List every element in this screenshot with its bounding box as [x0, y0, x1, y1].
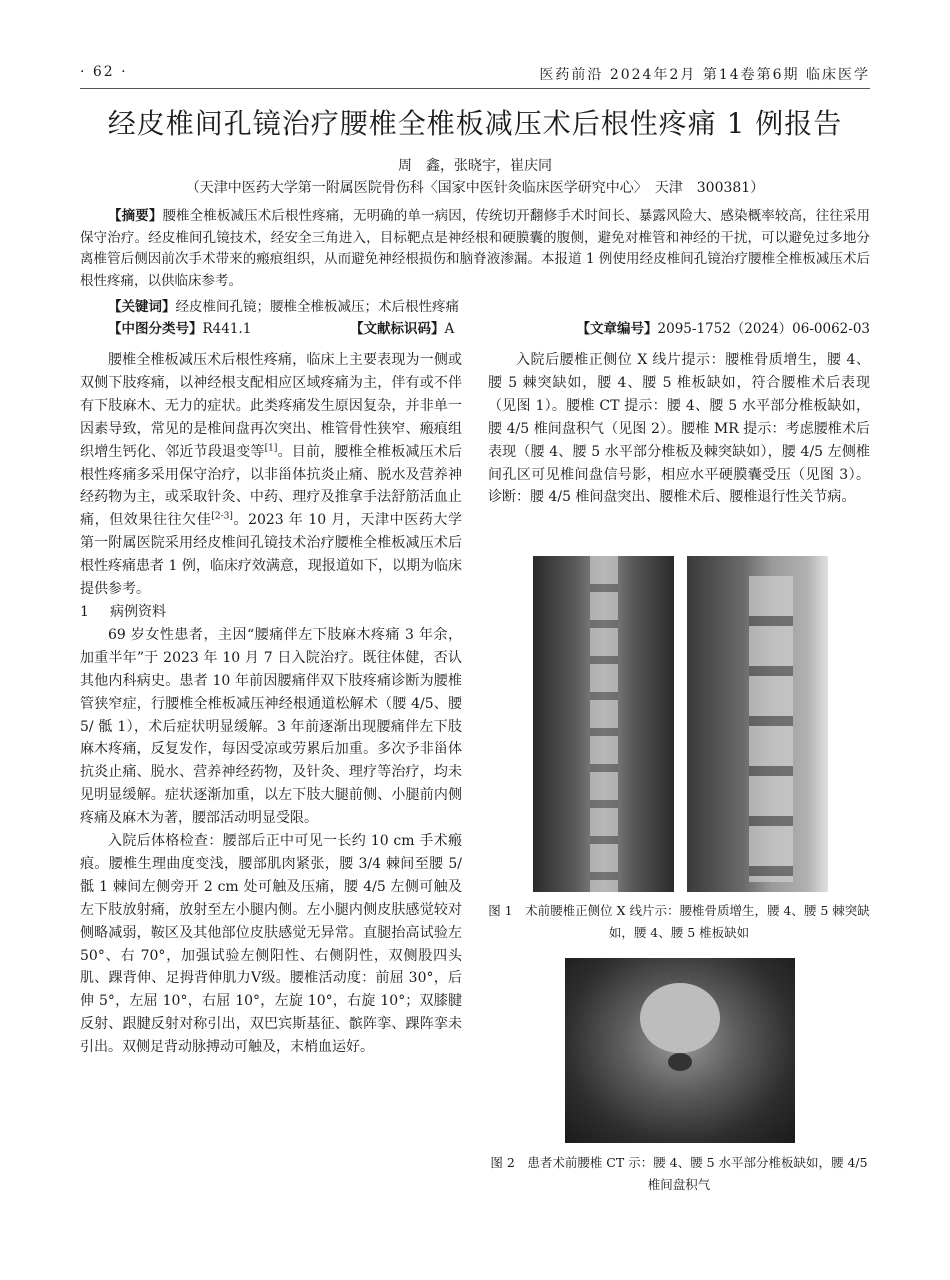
xray-anteroposterior-image: [533, 556, 674, 892]
keywords-text: 经皮椎间孔镜；腰椎全椎板减压；术后根性疼痛: [175, 299, 459, 315]
citation-ref: [1]: [264, 442, 278, 453]
imaging-paragraph: 入院后腰椎正侧位 X 线片提示：腰椎骨质增生，腰 4、腰 5 棘突缺如，腰 4、腰 5 椎板缺如，符合腰椎术后表现（见图 1）。腰椎 CT 提示：腰 4、腰 5 水平部分椎板缺如，腰 4/5 椎间盘积气（见图 2）。腰椎 MR 提示：考虑腰椎术后表现（腰 4、腰 5 水平部分椎板及棘突缺如），腰 4/5 左侧椎间孔区可见椎间盘信号影，相应水平硬膜囊受压（见图 3）。诊断：腰 4/5 椎间盘突出、腰椎术后、腰椎退行性关节病。: [488, 352, 870, 506]
journal-info: 医药前沿 2024年2月 第14卷第6期 临床医学: [539, 67, 870, 83]
header-rule: [80, 88, 870, 89]
clc-number: 【中图分类号】R441.1: [108, 321, 252, 337]
page-number: · 62 ·: [80, 64, 128, 80]
abstract: [80, 206, 870, 292]
keywords: [108, 297, 870, 317]
article-title: 经皮椎间孔镜治疗腰椎全椎板减压术后根性疼痛 1 例报告: [107, 107, 843, 140]
article-number: 【文章编号】2095-1752（2024）06-0062-03: [576, 321, 870, 337]
spinal-canal-shape: [668, 1053, 692, 1071]
affiliation: （天津中医药大学第一附属医院骨伤科〈国家中医针灸临床医学研究中心〉 天津 300381）: [185, 180, 765, 196]
document-code: 【文献标识码】A: [350, 321, 455, 337]
section-title: 病例资料: [110, 603, 166, 620]
spine-shape: [590, 556, 618, 892]
intro-paragraph: 腰椎全椎板减压术后根性疼痛，临床上主要表现为一侧或双侧下肢疼痛，以神经根支配相应区域疼痛为主，伴有或不伴有下肢麻木、无力的症状。此类疼痛发生原因复杂，并非单一因素导致，常见的是椎间盘再次突出、椎管骨性狭窄、瘢痕组织增生钙化、邻近节段退变等[1]。目前，腰椎全椎板减压术后根性疼痛多采用保守治疗，以非甾体抗炎止痛、脱水及营养神经药物为主，或采取针灸、中药、理疗及推拿手法舒筋活血止痛，但效果往往欠佳[2-3]。2023 年 10 月，天津中医药大学第一附属医院采用经皮椎间孔镜技术治疗腰椎全椎板减压术后根性疼痛患者 1 例，临床疗效满意，现报道如下，以期为临床提供参考。: [80, 352, 462, 598]
xray-lateral-image: [687, 556, 828, 892]
classification-line: [108, 319, 870, 339]
figure-1-caption: 图 1 术前腰椎正侧位 X 线片示：腰椎骨质增生，腰 4、腰 5 棘突缺如，腰 4、腰 5 椎板缺如: [488, 903, 870, 940]
running-header: [80, 62, 870, 86]
abstract-label: 【摘要】: [108, 208, 163, 224]
spine-shape: [749, 576, 793, 882]
section-number: 1: [80, 603, 89, 620]
authors: 周 鑫，张晓宇，崔庆同: [398, 158, 552, 174]
keywords-label: 【关键词】: [108, 299, 176, 315]
physical-exam-paragraph: 入院后体格检查：腰部后正中可见一长约 10 cm 手术瘢痕。腰椎生理曲度变浅，腰部肌肉紧张，腰 3/4 棘间至腰 5/ 骶 1 棘间左侧旁开 2 cm 处可触及压痛，腰 4/5 左侧可触及左下肢放射痛，放射至左小腿内侧。左小腿内侧皮肤感觉较对侧略减弱，鞍区及其他部位皮肤感觉无异常。直腿抬高试验左 50°、右 70°，加强试验左侧阳性、右侧阴性，双侧股四头肌、踝背伸、足拇背伸肌力Ⅴ级。腰椎活动度：前屈 30°，后伸 5°，左屈 10°，右屈 10°，左旋 10°，右旋 10°；双膝腱反射、跟腱反射对称引出，双巴宾斯基征、髌阵挛、踝阵挛未引出。双侧足背动脉搏动可触及，末梢血运好。: [80, 833, 462, 1056]
left-column: [80, 349, 462, 1059]
section-heading: [80, 601, 462, 624]
citation-ref: [2-3]: [211, 511, 233, 522]
figure-2-caption: 图 2 患者术前腰椎 CT 示：腰 4、腰 5 水平部分椎板缺如，腰 4/5 椎间盘积气: [490, 1155, 868, 1192]
ct-axial-image: [565, 958, 795, 1143]
right-column: [488, 349, 870, 509]
abstract-text: 腰椎全椎板减压术后根性疼痛，无明确的单一病因，传统切开翻修手术时间长、暴露风险大、感染概率较高，往往采用保守治疗。经皮椎间孔镜技术，经安全三角进入，目标靶点是神经根和硬膜囊的腹侧，避免对椎管和神经的干扰，可以避免过多地分离椎管后侧因前次手术带来的瘢痕组织，从而避免神经根损伤和脑脊液渗漏。本报道 1 例使用经皮椎间孔镜治疗腰椎全椎板减压术后根性疼痛，以供临床参考。: [80, 208, 870, 289]
case-history-paragraph: 69 岁女性患者，主因“腰痛伴左下肢麻木疼痛 3 年余，加重半年”于 2023 年 10 月 7 日入院治疗。既往体健，否认其他内科病史。患者 10 年前因腰痛伴双下肢疼痛诊断为腰椎管狭窄症，行腰椎全椎板减压神经根通道松解术（腰 4/5、腰 5/ 骶 1），术后症状明显缓解。3 年前逐渐出现腰痛伴左下肢麻木疼痛，反复发作，每因受凉或劳累后加重。多次予非甾体抗炎止痛、脱水、营养神经药物，及针灸、理疗等治疗，均未见明显缓解。症状逐渐加重，以左下肢大腿前侧、小腿前内侧疼痛及麻木为著，腰部活动明显受限。: [80, 626, 462, 827]
vertebral-body-shape: [640, 983, 720, 1053]
